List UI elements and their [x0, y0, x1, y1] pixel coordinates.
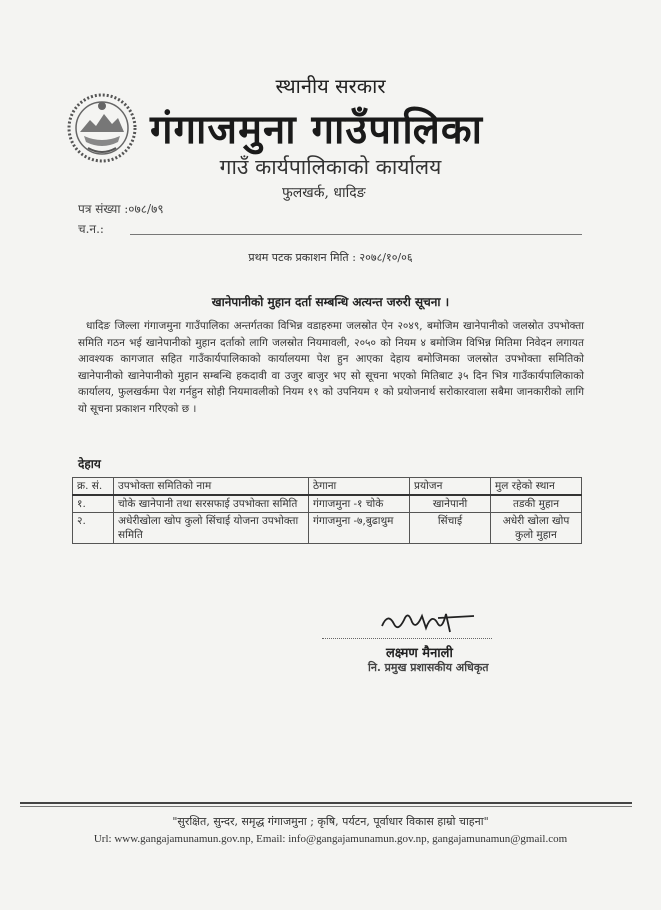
- signatory-name: लक्ष्मण मैनाली: [386, 646, 453, 661]
- footer-divider-thin: [20, 806, 632, 807]
- header-municipality-name: गंगाजमुना गाउँपालिका: [150, 106, 483, 153]
- cell-committee-name: चोके खानेपानी तथा सरसफाई उपभोक्ता समिति: [114, 495, 309, 513]
- notice-subject: खानेपानीको मुहान दर्ता सम्बन्धि अत्यन्त जरुरी सूचना ।: [211, 295, 450, 309]
- header-divider: [130, 234, 582, 235]
- cell-address: गंगाजमुना -७,बुढाथुम: [309, 513, 410, 544]
- signature-scribble: [378, 602, 478, 638]
- footer-contact: Url: www.gangajamunamun.gov.np, Email: info@gangajamunamun.gov.np, gangajamunamun@gmail.com: [93, 833, 568, 845]
- cell-source-location: अधेरी खोला खोप कुलो मुहान: [491, 513, 582, 544]
- col-committee-name: उपभोक्ता समितिको नाम: [114, 478, 309, 496]
- header-address: फुलखर्क, धादिङ: [282, 185, 366, 201]
- table-row: [73, 495, 582, 513]
- footer-divider: [20, 802, 632, 804]
- header-office-name: गाउँ कार्यपालिकाको कार्यालय: [219, 155, 442, 179]
- col-serial: क्र. सं.: [73, 478, 114, 496]
- footer-slogan: "सुरक्षित, सुन्दर, समृद्ध गंगाजमुना ; कृषि, पर्यटन, पूर्वाधार विकास हाम्रो चाहना": [172, 815, 489, 828]
- publish-date: प्रथम पटक प्रकाशन मिति : २०७८/१०/०६: [248, 251, 413, 264]
- notice-body: धादिङ जिल्ला गंगाजमुना गाउँपालिका अन्तर्गतका विभिन्न वडाहरुमा जलस्रोत ऐन २०४९, बमोजिम खानेपानीको जलस्रोत उपभोक्ता समिति गठन भई खानेपानीको मुहान दर्ताको लागि जलस्रोत नियमावली, २०५० को नियम ४ बमोजिम विभिन्न मितिमा निवेदन लगायत आवश्यक कागजात सहित गाउँकार्यपालिकाको कार्यालयमा पेश हुन आएका देहाय बमोजिमका जलस्रोत उपभोक्ता समितिको खानेपानीको खानेपानीको मुहान सम्बन्धि हकदावी वा उजुर बाजुर भए सो सूचना भएको मितिबाट ३५ दिन भित्र गाउँकार्यपालिकाको कार्यालय, फुलखर्कमा पेश गर्नहुन सोही नियमावलीको नियम १९ को उपनियम १ को प्रयोजनार्थ सरोकारवाला सबैमा जानकारीको लागि यो सूचना प्रकाशन गरिएको छ ।: [78, 320, 584, 415]
- dispatch-number: च.न.:: [78, 222, 104, 236]
- col-purpose: प्रयोजन: [410, 478, 491, 496]
- table-row: [73, 513, 582, 544]
- header-line-local-government: स्थानीय सरकार: [275, 74, 386, 98]
- col-source-location: मुल रहेको स्थान: [491, 478, 582, 496]
- schedule-label: देहाय: [78, 457, 101, 471]
- cell-purpose: खानेपानी: [410, 495, 491, 513]
- cell-address: गंगाजमुना -१ चोके: [309, 495, 410, 513]
- signatory-title: नि. प्रमुख प्रशासकीय अधिकृत: [368, 661, 489, 674]
- letter-reference-number: पत्र संख्या :०७८/७९: [78, 202, 164, 216]
- col-address: ठेगाना: [309, 478, 410, 496]
- committee-table: [72, 477, 582, 544]
- cell-purpose: सिंचाई: [410, 513, 491, 544]
- cell-source-location: तडकी मुहान: [491, 495, 582, 513]
- table-header-row: [73, 478, 582, 496]
- cell-serial: १.: [73, 495, 114, 513]
- signature-line: [322, 638, 492, 639]
- cell-serial: २.: [73, 513, 114, 544]
- cell-committee-name: अधेरीखोला खोप कुलो सिंचाई योजना उपभोक्ता समिति: [114, 513, 309, 544]
